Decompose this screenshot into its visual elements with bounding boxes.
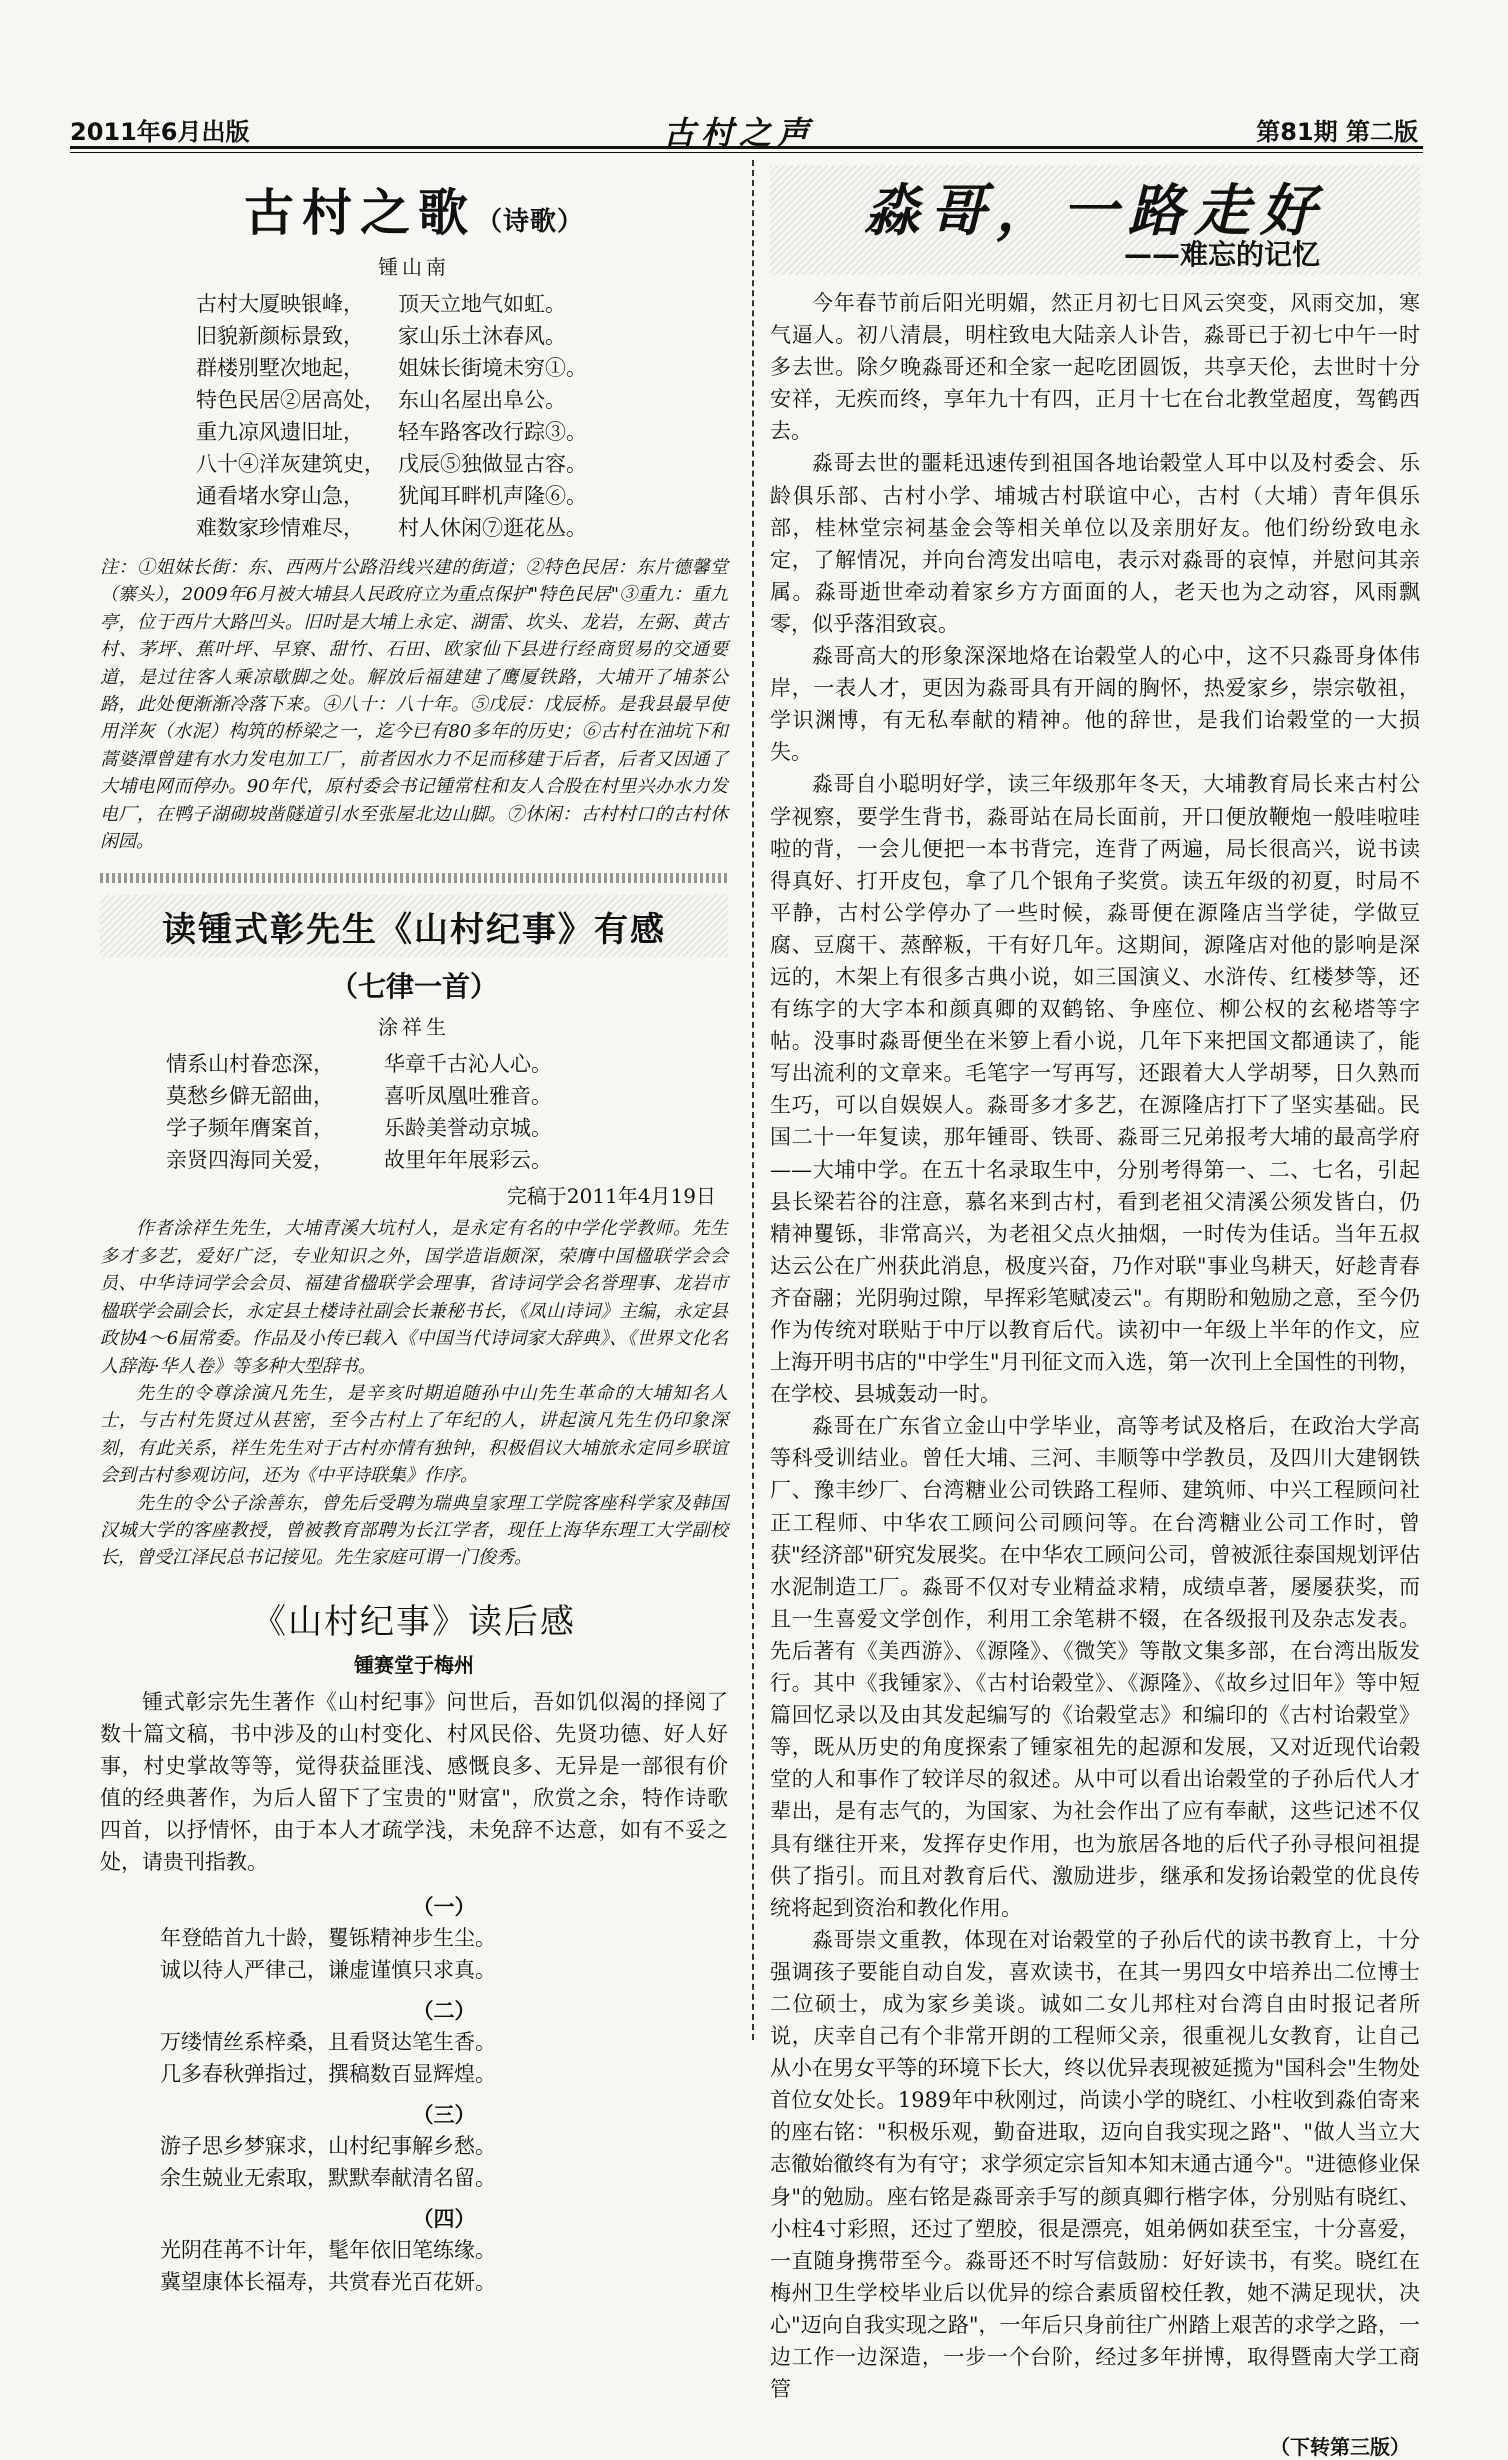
continued-note: （下转第三版）: [1270, 2435, 1410, 2460]
page-header: [60, 108, 1418, 152]
column-divider: [752, 160, 754, 2040]
header-rule: [70, 146, 1423, 153]
poem2-subtitle: （七律一首）: [329, 970, 498, 1004]
poem1-notes: 注：①姐妹长街：东、西两片公路沿线兴建的街道；②特色民居：东片德馨堂（寨头），2009年6月被大埔县人民政府立为重点保护"特色民居"③重九：重九亭，位于西片大路凹头。旧时是大埔上永定、湖雷、坎头、龙岩，左弼、黄古村、茅坪、蕉叶坪、早寮、甜竹、石田、欧家仙下县进行经商贸易的交通要道，是过往客人乘凉歇脚之处。解放后福建建了鹰厦铁路，大埔开了埔茶公路，此处便渐渐冷落下来。④八十：八十年。⑤戊辰：戊辰桥。是我县最早使用洋灰（水泥）构筑的桥梁之一，迄今已有80多年的历史；⑥古村在油坑下和蒿婆潭曾建有水力发电加工厂，前者因水力不足而移建于后者，后者又因通了大埔电网而停办。90年代，原村委会书记锺常柱和友人合股在村里兴办水力发电厂，在鸭子湖砌坡凿隧道引水至张屋北边山脚。⑦休闲：古村村口的古村休闲园。: [100, 557, 728, 853]
poem-line: 光阴荏苒不计年，髦年依旧笔练缘。: [160, 2237, 496, 2262]
poem2-author: 涂祥生: [378, 1015, 450, 1040]
left-column: [100, 165, 728, 2298]
poem-line: 古村大厦映银峰， 顶天立地气如虹。: [196, 292, 566, 316]
poem-line: 游子思乡梦寐求，山村纪事解乡愁。: [160, 2133, 496, 2158]
poem-section-heading: （四）: [412, 2205, 476, 2231]
article-paragraph: 今年春节前后阳光明媚，然正月初七日风云突变，风雨交加，寒气逼人。初八清晨，明柱致电大陆亲人讣告，淼哥已于初七中午一时多去世。除夕晚淼哥还和全家一起吃团圆饭，共享天伦，去世时十分安祥，无疾而终，享年九十有四，正月十七在台北教堂超度，驾鹤西去。: [770, 291, 1420, 444]
poem-line: 诚以待人严律己，谦虚谨慎只求真。: [160, 1957, 496, 1982]
article-paragraph: 淼哥去世的噩耗迅速传到祖国各地诒榖堂人耳中以及村委会、乐龄俱乐部、古村小学、埔城古村联谊中心，古村（大埔）青年俱乐部，桂林堂宗祠基金会等相关单位以及亲朋好友。他们纷纷致电永定，了解情况，并向台湾发出唁电，表示对淼哥的哀悼，并慰问其亲属。淼哥逝世牵动着家乡方方面面的人，老天也为之动容，风雨飘零，似乎落泪致哀。: [770, 451, 1420, 636]
poem2-bio-paragraph: 先生的令尊涂演凡先生，是辛亥时期追随孙中山先生革命的大埔知名人士，与古村先贤过从甚密，至今古村上了年纪的人，讲起演凡先生仍印象深刻，有此关系，祥生先生对于古村亦情有独钟，积极倡议大埔旅永定同乡联谊会到古村参观访问，还为《中平诗联集》作序。: [100, 1382, 728, 1487]
essay-poems: [160, 1892, 728, 2298]
poem-line: 八十④洋灰建筑史， 戊辰⑤独做显古容。: [196, 452, 587, 476]
poem-line: 万缕情丝系梓桑，且看贤达笔生香。: [160, 2029, 496, 2054]
publish-date: 2011年6月出版: [70, 118, 250, 146]
article-subtitle: ——难忘的记忆: [1123, 238, 1320, 271]
poem-line: 余生兢业无索取，默默奉献清名留。: [160, 2165, 496, 2190]
poem-line: 亲贤四海同关爱， 故里年年展彩云。: [166, 1148, 552, 1173]
poem-section-heading: （三）: [412, 2101, 476, 2127]
essay-author: 锺赛堂于梅州: [354, 1652, 474, 1677]
poem-line: 重九凉风遗旧址， 轻车路客改行踪③。: [196, 420, 587, 444]
poem-section-heading: （二）: [412, 1997, 476, 2023]
poem-line: 特色民居②居高处， 东山名屋出阜公。: [196, 388, 566, 412]
poem-line: 群楼別墅次地起， 姐妹长街境未穷①。: [196, 356, 587, 380]
poem-line: 年登皓首九十龄，矍铄精神步生尘。: [160, 1925, 496, 1950]
poem1-title-text: 古村之歌: [243, 183, 476, 242]
poem-line: 通看堵水穿山急， 犹闻耳畔机声隆⑥。: [196, 484, 587, 508]
poem2-title: 读锺式彰先生《山村纪事》有感: [162, 909, 666, 950]
right-column: [770, 165, 1420, 2460]
essay-title: 《山村纪事》读后感: [252, 1601, 576, 1642]
poem2-title-banner: [100, 895, 728, 957]
poem-line: 情系山村眷恋深， 华章千古沁人心。: [166, 1052, 552, 1077]
poem1-genre: （诗歌）: [475, 207, 584, 237]
section-divider: [100, 873, 728, 883]
poem2-completed-date: 完稿于2011年4月19日: [506, 1184, 716, 1209]
poem-line: 难数家珍情难尽， 村人休闲⑦逛花丛。: [196, 516, 587, 540]
poem1-author: 锺山南: [378, 255, 450, 279]
article-paragraph: 淼哥崇文重教，体现在对诒榖堂的子孙后代的读书教育上，十分强调孩子要能自动自发，喜欢读书，在其一男四女中培养出二位博士二位硕士，成为家乡美谈。诚如二女儿邦柱对台湾自由时报记者所说，庆幸自己有个非常开朗的工程师父亲，很重视儿女教育，让自己从小在男女平等的环境下长大，终以优异表现被延揽为"国科会"生物处首位女处长。1989年中秋刚过，尚读小学的晓红、小柱收到淼伯寄来的座右铭："积极乐观，勤奋进取，迈向自我实现之路"、"做人当立大志徹始徹终有为有守；求学须定宗旨知本知末通古通今"。"进德修业保身"的勉励。座右铭是淼哥亲手写的颜真卿行楷字体，分别贴有晓红、小柱4寸彩照，还过了塑胶，很是漂亮，姐弟俩如获至宝，十分喜爱，一直随身携带至今。淼哥还不时写信鼓励：好好读书，有奖。晓红在梅州卫生学校毕业后以优异的综合素质留校任教，她不满足现状，决心"迈向自我实现之路"，一年后只身前往广州踏上艰苦的求学之路，一边工作一边深造，一步一个台阶，经过多年拼博，取得暨南大学工商管: [770, 1927, 1420, 2402]
poem-line: 莫愁乡僻无韶曲， 喜听凤凰吐雅音。: [166, 1084, 552, 1109]
article-body: [770, 287, 1420, 2405]
poem-line: 旧貌新颜标景致， 家山乐土沐春风。: [196, 324, 566, 348]
poem1-body: [196, 288, 728, 544]
poem2-body: [166, 1048, 728, 1176]
poem2-bio-paragraph: 先生的令公子涂善东，曾先后受聘为瑞典皇家理工学院客座科学家及韩国汉城大学的客座教授，曾被教育部聘为长江学者，现任上海华东理工大学副校长，曾受江泽民总书记接见。先生家庭可谓一门俊秀。: [100, 1492, 728, 1569]
poem-line: 冀望康体长福寿，共赏春光百花妍。: [160, 2269, 496, 2294]
article-title: 淼哥，一路走好: [864, 178, 1326, 244]
article-paragraph: 淼哥自小聪明好学，读三年级那年冬天，大埔教育局长来古村公学视察，要学生背书，淼哥站在局长面前，开口便放鞭炮一般哇啦哇啦的背，一会儿便把一本书背完，连背了两遍，局长很高兴，说书读得真好、打开皮包，拿了几个银角子奖赏。读五年级的初夏，时局不平静，古村公学停办了一些时候，淼哥便在源隆店当学徒，学做豆腐、豆腐干、蒸醉粄，干有好几年。这期间，源隆店对他的影响是深远的，木架上有很多古典小说，如三国演义、水浒传、红楼梦等，还有练字的大字本和颜真卿的双鹤铭、争座位、柳公权的玄秘塔等字帖。没事时淼哥便坐在米箩上看小说，几年下来把国文都通读了，能写出流利的文章来。毛笔字一写再写，还跟着大人学胡琴，日久熟而生巧，可以自娱娱人。淼哥多才多艺，在源隆店打下了坚实基础。民国二十一年复读，那年锺哥、铁哥、淼哥三兄弟报考大埔的最高学府——大埔中学。在五十名录取生中，分别考得第一、二、七名，引起县长梁若谷的注意，慕名来到古村，看到老祖父清溪公须发皆白，仍精神矍铄，非常高兴，为老祖父点火抽烟，一时传为佳话。当年五叔达云公在广州获此消息，极度兴奋，乃作对联"事业鸟耕天，好趁青春齐奋翮；光阴驹过隙，早挥彩笔赋凌云"。有期盼和勉励之意，至今仍作为传统对联贴于中厅以教育后代。读初中一年级上半年的作文，应上海开明书店的"中学生"月刊征文而入选，第一次刊上全国性的刊物，在学校、县城轰动一时。: [770, 772, 1420, 1407]
poem-line: 学子频年膺案首， 乐龄美誉动京城。: [166, 1116, 552, 1141]
article-paragraph: 淼哥在广东省立金山中学毕业，高等考试及格后，在政治大学高等科受训结业。曾任大埔、三河、丰顺等中学教员，及四川大建钢铁厂、豫丰纱厂、台湾糖业公司铁路工程师、建筑师、中兴工程顾问社正工程师、中华农工顾问公司顾问等。在台湾糖业公司工作时，曾获"经济部"研究发展奖。在中华农工顾问公司，曾被派往泰国规划评估水泥制造工厂。淼哥不仅对专业精益求精，成绩卓著，屡屡获奖，而且一生喜爱文学创作，利用工余笔耕不辍，在各级报刊及杂志发表。先后著有《美西游》、《源隆》、《微笑》等散文集多部，在台湾出版发行。其中《我锺家》、《古村诒榖堂》、《源隆》、《故乡过旧年》等中短篇回忆录以及由其发起编写的《诒榖堂志》和编印的《古村诒榖堂》等，既从历史的角度探索了锺家祖先的起源和发展，又对近现代诒榖堂的人和事作了较详尽的叙述。从中可以看出诒榖堂的子孙后代人才辈出，是有志气的，为国家、为社会作出了应有奉献，这些记述不仅具有继往开来，发挥存史作用，也为旅居各地的后代子孙寻根问祖提供了指引。而且对教育后代、激励进步，继承和发扬诒榖堂的优良传统将起到资治和教化作用。: [770, 1414, 1420, 1920]
article-title-banner: [770, 165, 1420, 275]
article-paragraph: 淼哥高大的形象深深地烙在诒榖堂人的心中，这不只淼哥身体伟岸，一表人才，更因为淼哥具有开阔的胸怀，热爱家乡，崇宗敬祖，学识渊博，有无私奉献的精神。他的辞世，是我们诒榖堂的一大损失。: [770, 644, 1420, 765]
poem-line: 几多春秋弹指过，撰稿数百显辉煌。: [160, 2061, 496, 2086]
masthead: 古村之声: [662, 114, 815, 152]
poem2-bio-paragraph: 作者涂祥生先生，大埔青溪大坑村人，是永定有名的中学化学教师。先生多才多艺，爱好广泛，专业知识之外，国学造诣颇深，荣膺中国楹联学会会员、中华诗词学会会员、福建省楹联学会理事，省诗词学会名誉理事、龙岩市楹联学会副会长，永定县土楼诗社副会长兼秘书长，《凤山诗词》主编，永定县政协4～6届常委。作品及小传已载入《中国当代诗词家大辞典》、《世界文化名人辞海·华人卷》等多种大型辞书。: [100, 1218, 728, 1377]
essay-intro: 锺式彰宗先生著作《山村纪事》问世后，吾如饥似渴的择阅了数十篇文稿，书中涉及的山村变化、村风民俗、先贤功德、好人好事，村史掌故等等，觉得获益匪浅、感慨良多、无异是一部很有价值的经典著作，为后人留下了宝贵的"财富"，欣赏之余，特作诗歌四首，以抒情怀，由于本人才疏学浅，未免辞不达意，如有不妥之处，请贵刊指教。: [100, 1689, 728, 1874]
poem-section-heading: （一）: [412, 1893, 476, 1919]
issue-number: 第81期 第二版: [1256, 118, 1418, 146]
poem1-title: [100, 173, 728, 245]
